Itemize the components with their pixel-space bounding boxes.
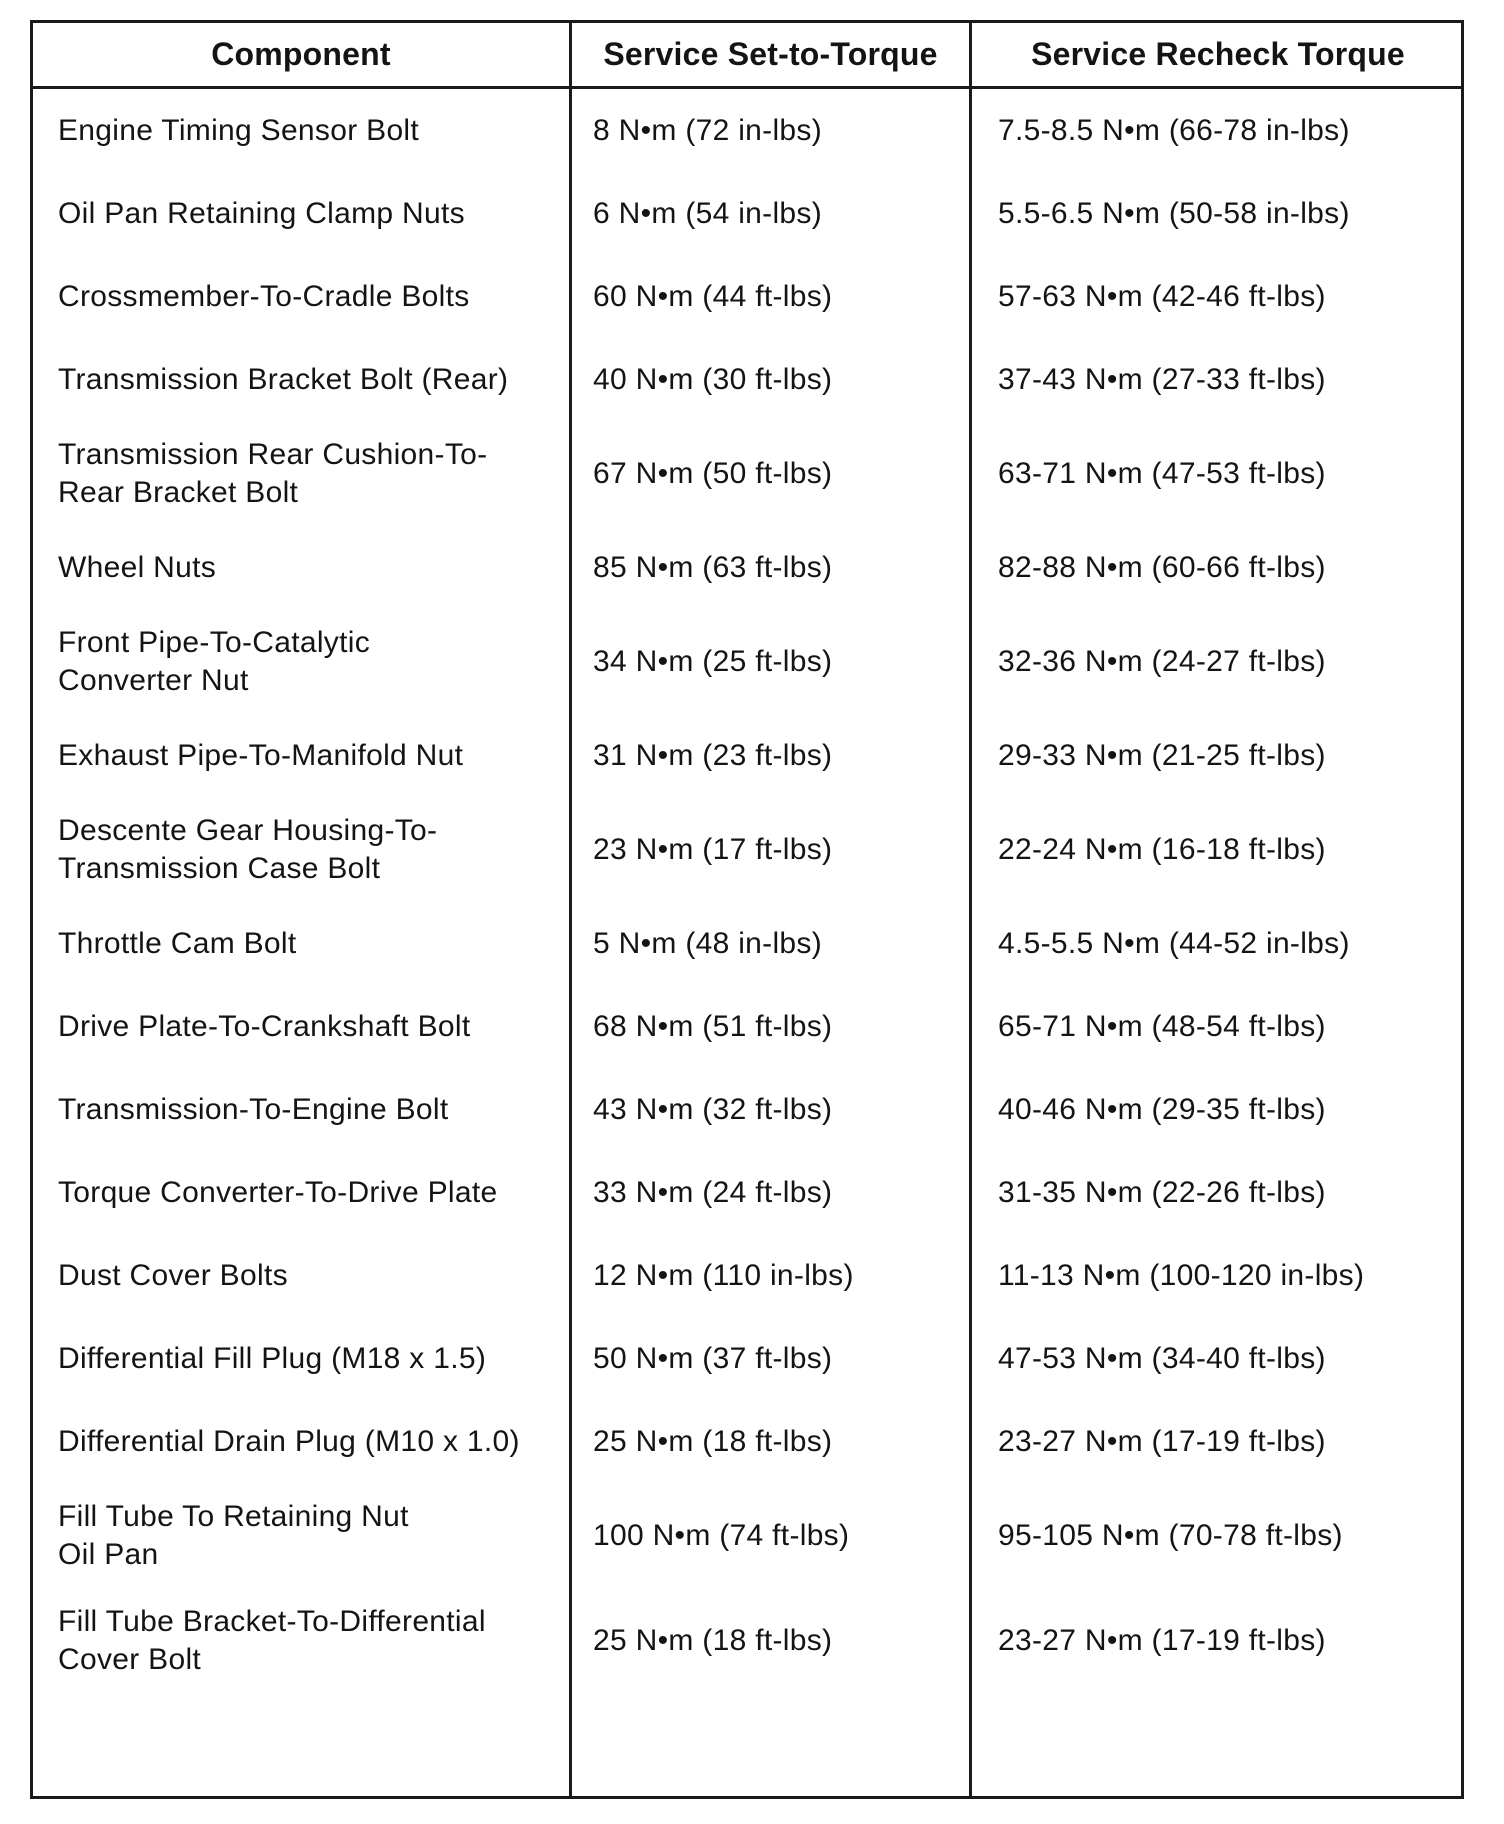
recheck-torque-cell: 31-35 N•m (22-26 ft-lbs) — [998, 1175, 1326, 1209]
set-torque-cell: 50 N•m (37 ft-lbs) — [593, 1341, 833, 1375]
table-row — [33, 1234, 1461, 1317]
component-cell: Dust Cover Bolts — [58, 1258, 288, 1292]
component-cell: Wheel Nuts — [58, 550, 217, 584]
set-torque-cell: 43 N•m (32 ft-lbs) — [593, 1092, 833, 1126]
recheck-torque-cell: 95-105 N•m (70-78 ft-lbs) — [998, 1518, 1343, 1552]
set-torque-cell: 33 N•m (24 ft-lbs) — [593, 1175, 833, 1209]
table-row — [33, 1151, 1461, 1234]
table-row — [33, 1317, 1461, 1400]
set-torque-cell: 8 N•m (72 in-lbs) — [593, 113, 822, 147]
recheck-torque-cell: 37-43 N•m (27-33 ft-lbs) — [998, 362, 1326, 396]
recheck-torque-cell: 5.5-6.5 N•m (50-58 in-lbs) — [998, 196, 1350, 230]
table-row — [33, 1588, 1461, 1693]
set-torque-cell: 34 N•m (25 ft-lbs) — [593, 644, 833, 678]
recheck-torque-cell: 47-53 N•m (34-40 ft-lbs) — [998, 1341, 1326, 1375]
recheck-torque-cell: 65-71 N•m (48-54 ft-lbs) — [998, 1009, 1326, 1043]
component-cell: Drive Plate-To-Crankshaft Bolt — [58, 1009, 471, 1043]
component-cell: Fill Tube To Retaining Nut Oil Pan — [58, 1499, 409, 1571]
table-row — [33, 255, 1461, 338]
recheck-torque-cell: 63-71 N•m (47-53 ft-lbs) — [998, 456, 1326, 490]
table-row — [33, 89, 1461, 172]
table-row — [33, 1483, 1461, 1588]
component-cell: Exhaust Pipe-To-Manifold Nut — [58, 738, 464, 772]
component-cell: Crossmember-To-Cradle Bolts — [58, 279, 470, 313]
recheck-torque-cell: 40-46 N•m (29-35 ft-lbs) — [998, 1092, 1326, 1126]
table-row — [33, 985, 1461, 1068]
recheck-torque-cell: 23-27 N•m (17-19 ft-lbs) — [998, 1424, 1326, 1458]
table-row — [33, 1068, 1461, 1151]
component-cell: Engine Timing Sensor Bolt — [58, 113, 420, 147]
recheck-torque-cell: 32-36 N•m (24-27 ft-lbs) — [998, 644, 1326, 678]
recheck-torque-cell: 29-33 N•m (21-25 ft-lbs) — [998, 738, 1326, 772]
set-torque-cell: 23 N•m (17 ft-lbs) — [593, 832, 833, 866]
header-recheck-torque: Service Recheck Torque — [1031, 36, 1405, 72]
set-torque-cell: 85 N•m (63 ft-lbs) — [593, 550, 833, 584]
component-cell: Torque Converter-To-Drive Plate — [58, 1175, 498, 1209]
set-torque-cell: 12 N•m (110 in-lbs) — [593, 1258, 854, 1292]
component-cell: Fill Tube Bracket-To-Differential Cover Bolt — [58, 1604, 486, 1676]
table-row — [33, 172, 1461, 255]
recheck-torque-cell: 23-27 N•m (17-19 ft-lbs) — [998, 1623, 1326, 1657]
set-torque-cell: 5 N•m (48 in-lbs) — [593, 926, 822, 960]
table-row — [33, 797, 1461, 902]
recheck-torque-cell: 22-24 N•m (16-18 ft-lbs) — [998, 832, 1326, 866]
recheck-torque-cell: 82-88 N•m (60-66 ft-lbs) — [998, 550, 1326, 584]
set-torque-cell: 100 N•m (74 ft-lbs) — [593, 1518, 850, 1552]
recheck-torque-cell: 7.5-8.5 N•m (66-78 in-lbs) — [998, 113, 1350, 147]
table-header-row — [33, 23, 1461, 89]
recheck-torque-cell: 4.5-5.5 N•m (44-52 in-lbs) — [998, 926, 1350, 960]
header-component: Component — [211, 36, 391, 72]
set-torque-cell: 31 N•m (23 ft-lbs) — [593, 738, 833, 772]
component-cell: Transmission Bracket Bolt (Rear) — [58, 362, 509, 396]
set-torque-cell: 25 N•m (18 ft-lbs) — [593, 1424, 833, 1458]
component-cell: Differential Fill Plug (M18 x 1.5) — [58, 1341, 487, 1375]
table-row — [33, 714, 1461, 797]
set-torque-cell: 68 N•m (51 ft-lbs) — [593, 1009, 833, 1043]
set-torque-cell: 60 N•m (44 ft-lbs) — [593, 279, 833, 313]
component-cell: Descente Gear Housing-To- Transmission Case Bolt — [58, 813, 438, 885]
recheck-torque-cell: 57-63 N•m (42-46 ft-lbs) — [998, 279, 1326, 313]
torque-spec-table — [30, 20, 1464, 1799]
set-torque-cell: 67 N•m (50 ft-lbs) — [593, 456, 833, 490]
table-body — [33, 89, 1461, 1693]
component-cell: Front Pipe-To-Catalytic Converter Nut — [58, 625, 370, 697]
set-torque-cell: 6 N•m (54 in-lbs) — [593, 196, 822, 230]
set-torque-cell: 40 N•m (30 ft-lbs) — [593, 362, 833, 396]
table-row — [33, 526, 1461, 609]
header-set-torque: Service Set-to-Torque — [603, 36, 938, 72]
table-row — [33, 902, 1461, 985]
table-row — [33, 1400, 1461, 1483]
component-cell: Oil Pan Retaining Clamp Nuts — [58, 196, 465, 230]
component-cell: Throttle Cam Bolt — [58, 926, 297, 960]
component-cell: Transmission Rear Cushion-To- Rear Bracket Bolt — [58, 437, 488, 509]
table-row — [33, 609, 1461, 714]
component-cell: Transmission-To-Engine Bolt — [58, 1092, 449, 1126]
table-row — [33, 338, 1461, 421]
table-row — [33, 421, 1461, 526]
recheck-torque-cell: 11-13 N•m (100-120 in-lbs) — [998, 1258, 1365, 1292]
component-cell: Differential Drain Plug (M10 x 1.0) — [58, 1424, 520, 1458]
set-torque-cell: 25 N•m (18 ft-lbs) — [593, 1623, 833, 1657]
